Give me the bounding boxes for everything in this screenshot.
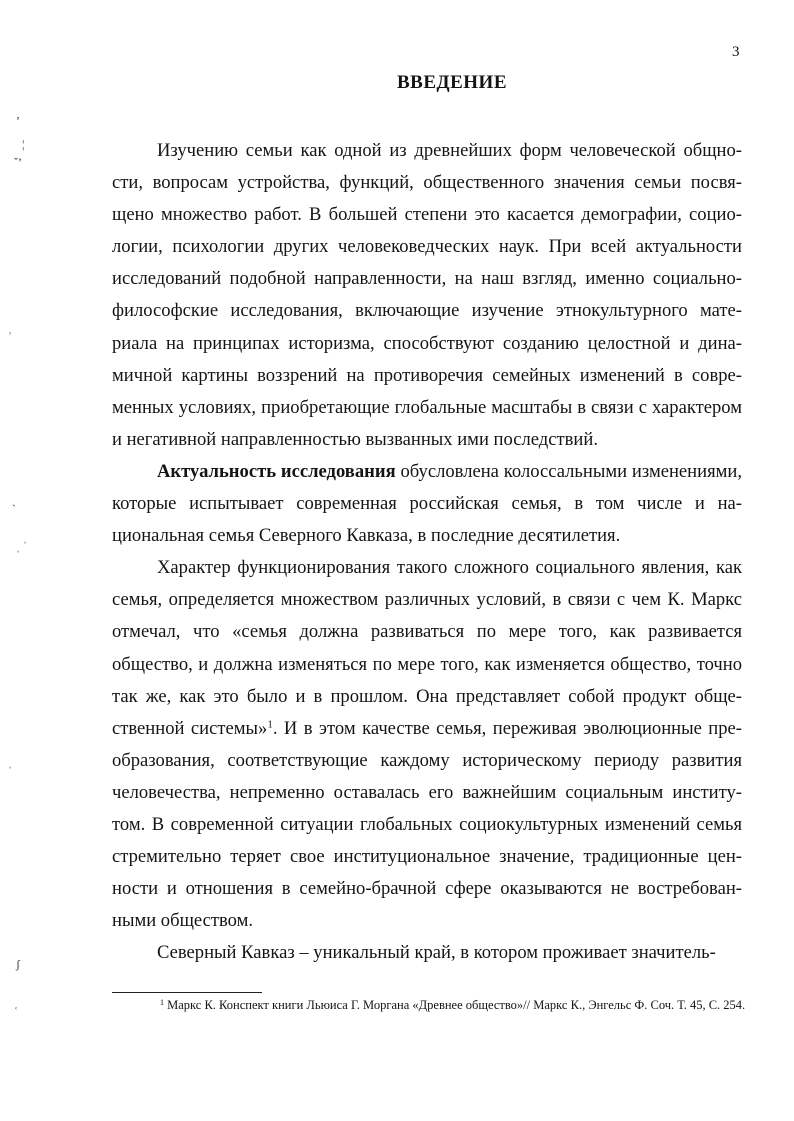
- page-title: ВВЕДЕНИЕ: [397, 72, 507, 93]
- scan-artifact-mark: ˓: [14, 999, 18, 1013]
- marx-text-after: . И в этом качестве семья, переживая эволюционные преобразования, соответствующие каждому историческому периоду развития человечества, непременно оставалась его важнейшим социальным институтом. В современной ситуации глобальных социокультурных изменений семья стремительно теряет свое институциональное значение, традиционные ценности и отношения в семейно-брачной сфере оказываются не востребованными обществом.: [112, 717, 742, 932]
- footnote-text: Маркс К. Конспект книги Льюиса Г. Моргана «Древнее общество»// Маркс К., Энгельс Ф. Соч. Т. 45, С. 254.: [164, 998, 746, 1012]
- scan-artifact-mark: ‚: [16, 107, 20, 121]
- marx-text-before: Характер функционирования такого сложного социального явления, как семья, определяется множеством различных условий, в связи с чем К. Маркс отмечал, что «семья должна развиваться по мере того, как развивается общество, и должна изменяться по мере того, как изменяется общество, точно так же, как это было и в прошлом. Она представляет собой продукт общественной системы»: [112, 557, 742, 739]
- paragraph-intro: Изучению семьи как одной из древнейших форм человеческой общности, вопросам устройства, функций, общественного значения семьи посвящено множество работ. В большей степени это касается демографии, социологии, психологии других человековедческих наук. При всей актуальности исследований подобной направленности, на наш взгляд, именно социально-философские исследования, включающие изучение этнокультурного материала на принципах историзма, способствуют созданию целостной и динамичной картины воззрений на противоречия семейных изменений в современных условиях, приобретающие глобальные масштабы в связи с характером и негативной направленностью вызванных ими последствий.: [112, 140, 742, 450]
- footnote: [160, 997, 753, 1013]
- scan-artifact-mark: ¦: [22, 137, 25, 151]
- paragraph-marx: [112, 552, 742, 937]
- scan-artifact-mark: ˈ: [8, 764, 12, 778]
- paragraph-relevance: [112, 456, 742, 552]
- scan-artifact-mark: ˒: [8, 324, 12, 338]
- relevance-text: обусловлена колоссальными изменениями, которые испытывает современная российская семья, в том числе и национальная семья Северного Кавказа, в последние десятилетия.: [112, 460, 742, 547]
- page-number: 3: [732, 44, 740, 60]
- relevance-heading: Актуальность исследования: [157, 460, 396, 482]
- footnote-divider: [112, 992, 262, 993]
- footnote-reference: 1: [267, 718, 273, 731]
- footnote-marker: 1: [160, 998, 164, 1007]
- scan-artifact-mark: ˇ’: [14, 155, 22, 169]
- scan-artifact-mark: ˌ ˈ: [16, 539, 27, 553]
- paragraph-caucasus: Северный Кавказ – уникальный край, в котором проживает значитель-: [157, 942, 716, 964]
- scan-artifact-mark: ʃ: [16, 957, 20, 971]
- scan-artifact-mark: `: [12, 502, 16, 516]
- body-text: [112, 135, 742, 969]
